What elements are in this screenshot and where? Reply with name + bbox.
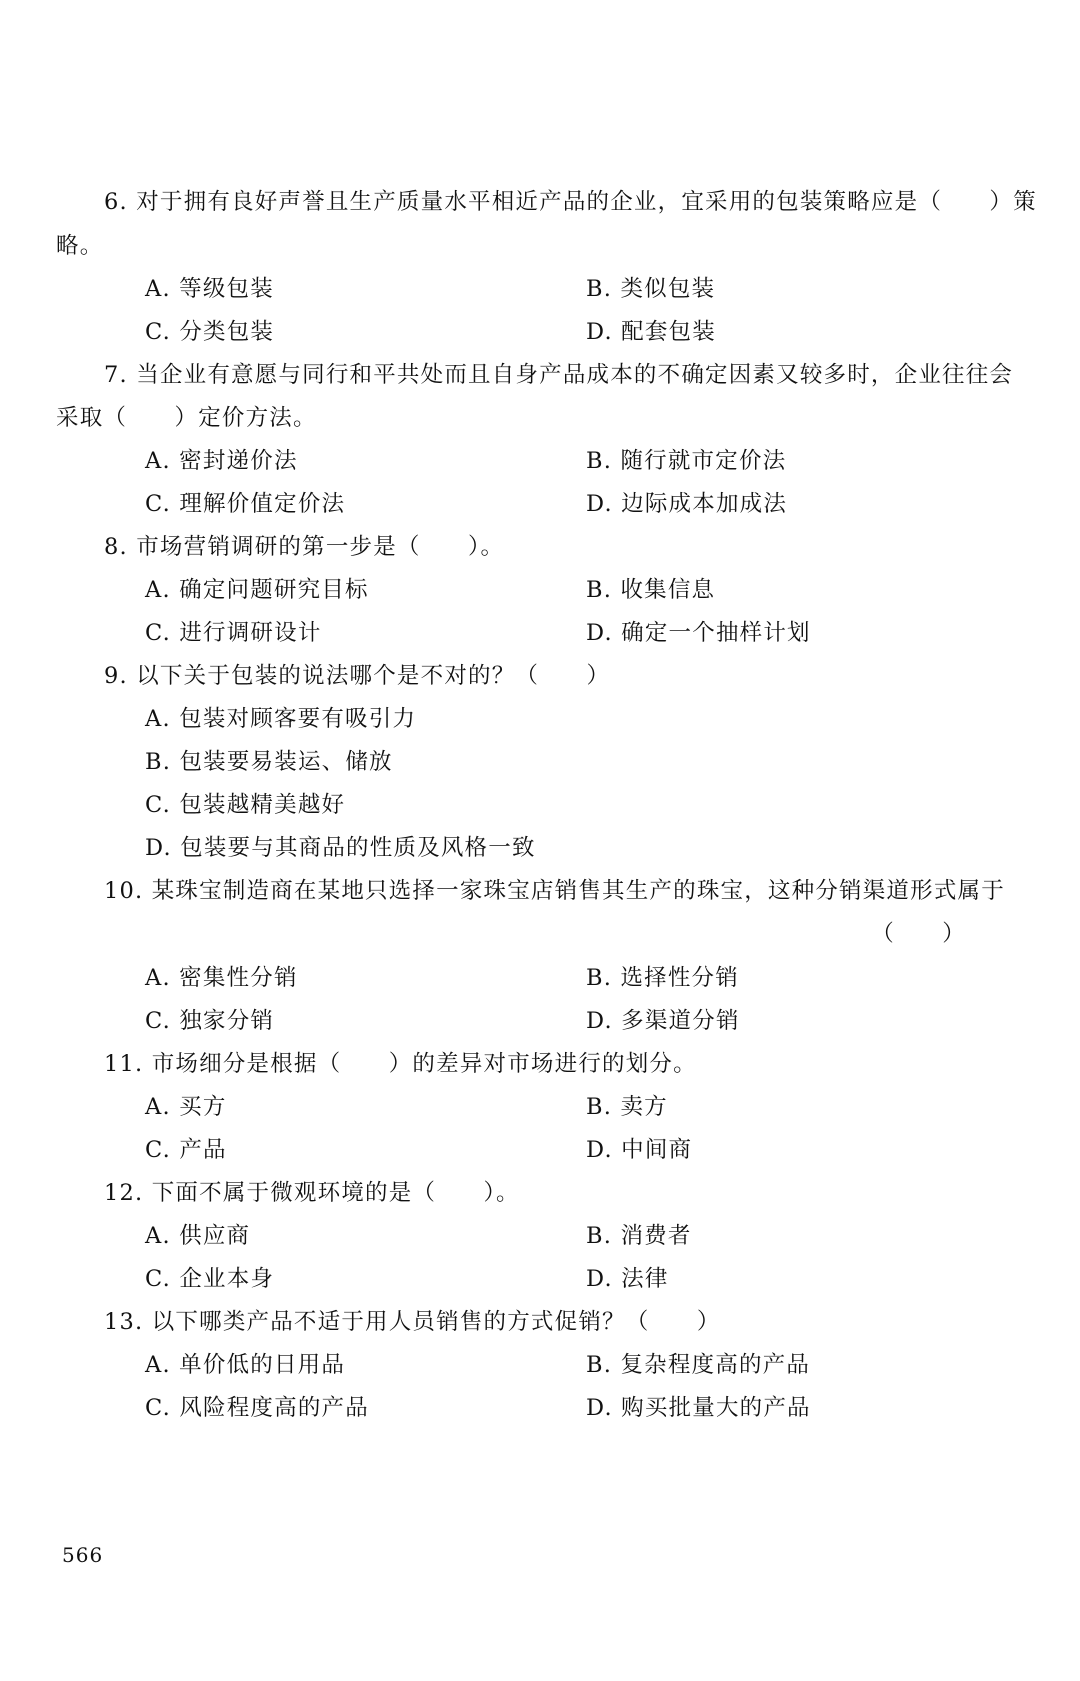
question-7-option-b: B. 随行就市定价法 [586, 448, 787, 474]
question-9-text: 9. 以下关于包装的说法哪个是不对的？（ ） [104, 663, 611, 689]
question-11-option-a: A. 买方 [145, 1094, 227, 1120]
question-11-option-b: B. 卖方 [586, 1094, 668, 1120]
question-8-option-b: B. 收集信息 [586, 577, 716, 603]
question-8-option-c: C. 进行调研设计 [145, 620, 322, 646]
question-12-option-b: B. 消费者 [586, 1223, 692, 1249]
question-10-option-d: D. 多渠道分销 [586, 1008, 740, 1034]
question-10-option-b: B. 选择性分销 [586, 965, 739, 991]
question-13-option-c: C. 风险程度高的产品 [145, 1395, 369, 1421]
question-13-option-d: D. 购买批量大的产品 [586, 1395, 811, 1421]
question-8-text: 8. 市场营销调研的第一步是（ ）。 [104, 534, 505, 560]
question-7-option-d: D. 边际成本加成法 [586, 491, 788, 517]
question-6-option-d: D. 配套包装 [586, 319, 716, 345]
question-10-option-a: A. 密集性分销 [145, 965, 298, 991]
question-11-text: 11. 市场细分是根据（ ）的差异对市场进行的划分。 [104, 1051, 697, 1077]
question-6-text: 6. 对于拥有良好声誉且生产质量水平相近产品的企业，宜采用的包装策略应是（ ）策 [104, 189, 1037, 215]
question-9-option-c: C. 包装越精美越好 [145, 792, 346, 818]
question-10-text: 10. 某珠宝制造商在某地只选择一家珠宝店销售其生产的珠宝，这种分销渠道形式属于 [104, 878, 1005, 904]
question-8-option-a: A. 确定问题研究目标 [145, 577, 369, 603]
question-6-option-c: C. 分类包装 [145, 319, 275, 345]
question-7-option-a: A. 密封递价法 [145, 448, 298, 474]
question-10-answer-blank: （ ） [871, 921, 966, 947]
question-11-option-d: D. 中间商 [586, 1137, 693, 1163]
question-13-text: 13. 以下哪类产品不适于用人员销售的方式促销？（ ） [104, 1309, 721, 1335]
question-8-option-d: D. 确定一个抽样计划 [586, 620, 811, 646]
question-12-option-c: C. 企业本身 [145, 1266, 275, 1292]
question-6-option-b: B. 类似包装 [586, 276, 716, 302]
question-6-text-continued: 略。 [56, 233, 104, 259]
question-7-option-c: C. 理解价值定价法 [145, 491, 346, 517]
question-13-option-a: A. 单价低的日用品 [145, 1352, 346, 1378]
question-12-option-a: A. 供应商 [145, 1223, 251, 1249]
question-9-option-b: B. 包装要易装运、储放 [145, 749, 393, 775]
question-10-option-c: C. 独家分销 [145, 1008, 275, 1034]
page-number: 566 [62, 1543, 104, 1567]
question-7-text: 7. 当企业有意愿与同行和平共处而且自身产品成本的不确定因素又较多时，企业往往会 [104, 362, 1014, 388]
question-13-option-b: B. 复杂程度高的产品 [586, 1352, 811, 1378]
question-6-option-a: A. 等级包装 [145, 276, 274, 302]
question-12-text: 12. 下面不属于微观环境的是（ ）。 [104, 1180, 520, 1206]
question-12-option-d: D. 法律 [586, 1266, 669, 1292]
question-9-option-d: D. 包装要与其商品的性质及风格一致 [145, 835, 536, 861]
question-11-option-c: C. 产品 [145, 1137, 227, 1163]
question-9-option-a: A. 包装对顾客要有吸引力 [145, 706, 417, 732]
question-7-text-continued: 采取（ ）定价方法。 [56, 405, 317, 431]
